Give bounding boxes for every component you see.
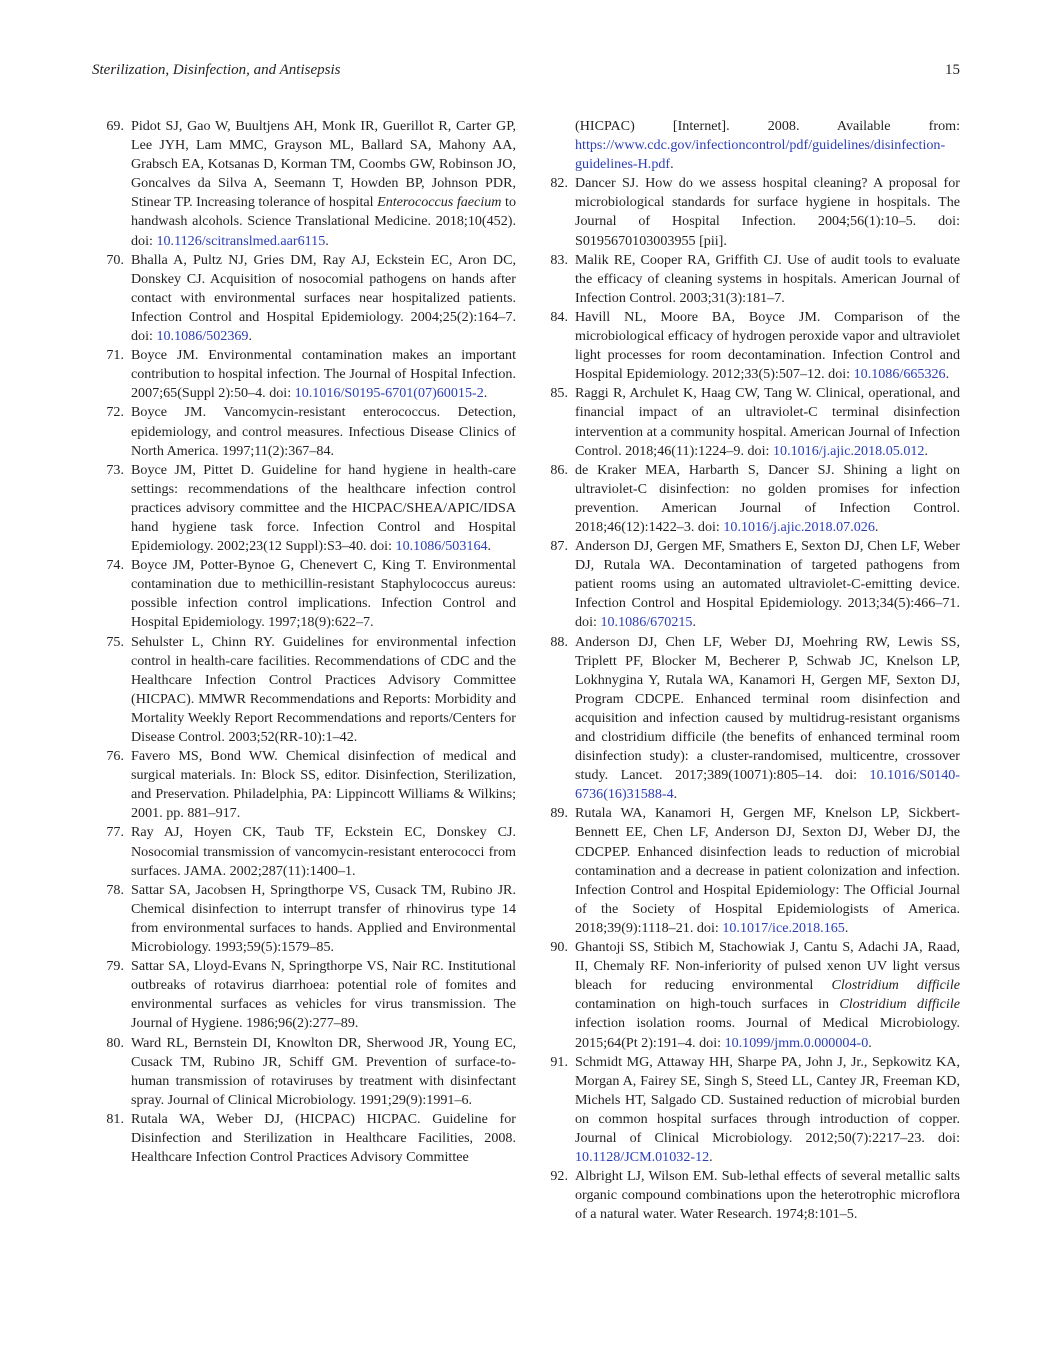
reference-text: . xyxy=(673,786,678,803)
reference-number: 82. xyxy=(550,175,568,192)
reference-text: Raggi R, Archulet K, Haag CW, Tang W. Clinical, operational, and financial impact of an ultraviolet-C terminal disinfection intervention at a community hospital. American Journal of Infection Control. 2018;46(11):1224–9. doi: xyxy=(575,385,960,459)
reference-text: . xyxy=(874,518,879,535)
doi-link[interactable]: https://www.cdc.gov/infectioncontrol/pdf/guidelines/disinfection-guidelines-H.pdf xyxy=(575,137,946,173)
reference-text: Boyce JM. Vancomycin-resistant enterococcus. Detection, epidemiology, and control measures. Infectious Disease Clinics of North America. 1997;11(2):367–84. xyxy=(131,404,516,459)
reference-body xyxy=(575,805,960,936)
reference-body xyxy=(131,557,516,630)
reference-body xyxy=(131,347,516,401)
reference-text: Malik RE, Cooper RA, Griffith CJ. Use of audit tools to evaluate the efficacy of cleaning systems in hospitals. American Journal of Infection Control. 2003;31(3):181–7. xyxy=(575,251,960,306)
reference-item xyxy=(96,251,516,346)
reference-item xyxy=(540,1167,960,1224)
reference-number: 81. xyxy=(106,1110,124,1127)
reference-number: 85. xyxy=(550,385,568,402)
reference-item xyxy=(96,556,516,632)
reference-item xyxy=(96,823,516,880)
reference-text: Rutala WA, Weber DJ, (HICPAC) HICPAC. Guideline for Disinfection and Sterilization in Healthcare Facilities, 2008. Healthcare Infection Control Practices Advisory Committee xyxy=(131,1110,516,1166)
reference-item xyxy=(96,346,516,403)
reference-body xyxy=(575,634,960,803)
reference-number: 76. xyxy=(106,748,124,765)
reference-body xyxy=(131,118,516,249)
reference-body xyxy=(131,462,516,554)
reference-text: Ghantoji SS, Stibich M, Stachowiak J, Cantu S, Adachi JA, Raad, II, Chemaly RF. Non-inferiority of pulsed xenon UV light versus bleach for reducing environmental xyxy=(575,939,960,994)
reference-81-continuation xyxy=(540,117,960,174)
reference-text: . xyxy=(924,442,928,459)
left-reference-column xyxy=(96,117,516,1167)
reference-text: infection isolation rooms. Journal of Medical Microbiology. 2015;64(Pt 2):191–4. doi: xyxy=(575,1015,960,1051)
reference-number: 75. xyxy=(106,633,124,650)
reference-text: Ray AJ, Hoyen CK, Taub TF, Eckstein EC, Donskey CJ. Nosocomial transmission of vancomycin-resistant enterococci from surfaces. JAMA. 2002;287(11):1400–1. xyxy=(131,824,516,879)
reference-body xyxy=(131,252,516,344)
reference-item xyxy=(540,537,960,632)
reference-body xyxy=(131,824,516,878)
reference-body xyxy=(131,634,516,745)
reference-text: Boyce JM, Potter-Bynoe G, Chenevert C, King T. Environmental contamination due to methicillin-resistant Staphylococcus aureus: possible infection control implications. Infection Control and Hospital Epidemiology. 1997;18(9):622–7. xyxy=(131,557,516,631)
doi-link[interactable]: 10.1086/665326 xyxy=(853,366,946,383)
reference-item xyxy=(540,174,960,250)
reference-body xyxy=(131,748,516,821)
reference-text: . xyxy=(844,919,849,936)
reference-text: . xyxy=(709,1149,713,1166)
reference-item xyxy=(96,957,516,1033)
reference-number: 89. xyxy=(550,805,568,822)
doi-link[interactable]: 10.1086/670215 xyxy=(600,614,693,631)
reference-text: Boyce JM, Pittet D. Guideline for hand hygiene in health-care settings: recommendations of the healthcare infection control practices advisory committee and the HICPAC/SHEA/APIC/IDSA hand hygiene task force. Infection Control and Hospital Epidemiology. 2002;23(12 Suppl):S3–40. doi: xyxy=(131,461,516,555)
reference-text: to handwash alcohols. Science Translational Medicine. 2018;10(452). doi: xyxy=(131,194,516,249)
reference-item xyxy=(96,403,516,460)
reference-text: Schmidt MG, Attaway HH, Sharpe PA, John J, Jr., Sepkowitz KA, Morgan A, Fairey SE, Singh S, Steed LL, Cantey JR, Freeman KD, Michels HT, Salgado CD. Sustained reduction of microbial burden on common hospital surfaces through introduction of copper. Journal of Clinical Microbiology. 2012;50(7):2217–23. doi: xyxy=(575,1053,960,1146)
reference-number: 69. xyxy=(106,118,124,134)
reference-text: . xyxy=(945,366,950,383)
reference-number: 74. xyxy=(106,557,124,574)
reference-body xyxy=(575,538,960,630)
reference-text: Albright LJ, Wilson EM. Sub-lethal effects of several metallic salts organic compound combinations upon the heterotrophic microflora of a natural water. Water Research. 1974;8:101–5. xyxy=(575,1168,960,1223)
italic-text: Clostridium difficile xyxy=(831,977,960,994)
reference-body xyxy=(575,252,960,306)
reference-text: Favero MS, Bond WW. Chemical disinfection of medical and surgical materials. In: Block SS, editor. Disinfection, Sterilization, and Preservation. Philadelphia, PA: Lippincott Williams & Wilkins; 2001. pp. 881–917. xyxy=(131,748,516,822)
reference-number: 72. xyxy=(106,404,124,421)
reference-number: 78. xyxy=(106,881,124,898)
doi-link[interactable]: 10.1086/503164 xyxy=(395,538,488,555)
italic-text: Enterococcus faecium xyxy=(377,194,502,211)
reference-text: (HICPAC) [Internet]. 2008. Available from: xyxy=(575,118,960,134)
reference-text: . xyxy=(670,156,674,173)
reference-body xyxy=(575,309,960,382)
reference-body xyxy=(575,462,960,535)
reference-item xyxy=(540,1053,960,1168)
reference-text: . xyxy=(868,1034,872,1051)
right-reference-column xyxy=(540,117,960,1224)
reference-body xyxy=(575,175,960,248)
reference-text: Rutala WA, Kanamori H, Gergen MF, Knelson LP, Sickbert-Bennett EE, Chen LF, Anderson DJ, Sexton DJ, Weber DJ, the CDCPEP. Enhanced disinfection leads to reduction of microbial contamination and a decrease in patient colonization and infection. Infection Control and Hospital Epidemiology: The Official Journal of the Society of Hospital Epidemiologists of America. 2018;39(9):1118–21. doi: xyxy=(575,805,960,936)
reference-body xyxy=(131,1035,516,1108)
reference-number: 79. xyxy=(106,958,124,975)
doi-link[interactable]: 10.1099/jmm.0.000004-0 xyxy=(724,1034,869,1051)
page-number: 15 xyxy=(945,62,960,78)
reference-text: contamination on high-touch surfaces in xyxy=(575,996,840,1013)
running-header xyxy=(92,62,960,84)
reference-text: Havill NL, Moore BA, Boyce JM. Comparison of the microbiological efficacy of hydrogen peroxide vapor and ultraviolet light processes for room decontamination. Infection Control and Hospital Epidemiology. 2012;33(5):507–12. doi: xyxy=(575,308,960,383)
reference-item xyxy=(96,881,516,957)
doi-link[interactable]: 10.1016/S0140-6736(16)31588-4 xyxy=(575,767,960,803)
reference-number: 71. xyxy=(106,347,124,364)
reference-body xyxy=(575,385,960,458)
reference-text: Anderson DJ, Gergen MF, Smathers E, Sexton DJ, Chen LF, Weber DJ, Rutala WA. Decontamination of targeted pathogens from patient rooms using an automated ultraviolet-C-emitting device. Infection Control and Hospital Epidemiology. 2013;34(5):466–71. doi: xyxy=(575,538,960,631)
reference-item xyxy=(540,461,960,537)
reference-number: 87. xyxy=(550,538,568,555)
reference-text: . xyxy=(248,328,252,345)
reference-text: . xyxy=(325,232,329,249)
reference-item xyxy=(96,1034,516,1110)
reference-item xyxy=(96,117,516,251)
reference-number: 90. xyxy=(550,939,568,956)
reference-item xyxy=(540,251,960,308)
reference-number: 84. xyxy=(550,308,568,325)
reference-number: 86. xyxy=(550,461,568,478)
reference-body xyxy=(131,404,516,458)
reference-item xyxy=(540,633,960,805)
italic-text: Clostridium difficile xyxy=(839,996,960,1013)
reference-text: Ward RL, Bernstein DI, Knowlton DR, Sherwood JR, Young EC, Cusack TM, Rubino JR, Schiff GM. Prevention of surface-to-human transmission of rotaviruses by treatment with disinfectant spray. Journal of Clinical Microbiology. 1991;29(9):1991–6. xyxy=(131,1034,516,1108)
reference-number: 77. xyxy=(106,824,124,841)
reference-text: Pidot SJ, Gao W, Buultjens AH, Monk IR, Guerillot R, Carter GP, Lee JYH, Lam MMC, Grayson ML, Ballard SA, Mahony AA, Grabsch EA, Kotsanas D, Korman TM, Coombs GW, Robinson JO, Goncalves da Silva A, Seemann T, Howden BP, Johnson PDR, Stinear TP. Increasing tolerance of hospital xyxy=(131,118,516,211)
doi-link[interactable]: 10.1016/j.ajic.2018.05.012 xyxy=(772,442,925,459)
reference-number: 80. xyxy=(106,1034,124,1051)
reference-item xyxy=(540,938,960,1053)
reference-text: . xyxy=(487,538,492,555)
reference-item xyxy=(96,461,516,556)
doi-link[interactable]: 10.1016/S0195-6701(07)60015-2 xyxy=(294,385,484,402)
reference-text: Bhalla A, Pultz NJ, Gries DM, Ray AJ, Eckstein EC, Aron DC, Donskey CJ. Acquisition of nosocomial pathogens on hands after contact with environmental surfaces near hospitalized patients. Infection Control and Hospital Epidemiology. 2004;25(2):164–7. doi: xyxy=(131,251,516,345)
reference-text: Sattar SA, Lloyd-Evans N, Springthorpe VS, Nair RC. Institutional outbreaks of rotavirus diarrhoea: potential role of fomites and environmental surfaces as vehicles for virus transmission. The Journal of Hygiene. 1986;96(2):277–89. xyxy=(131,958,516,1032)
reference-body xyxy=(575,939,960,1050)
reference-number: 73. xyxy=(106,461,124,478)
reference-item xyxy=(540,308,960,384)
running-title: Sterilization, Disinfection, and Antisepsis xyxy=(92,62,341,78)
reference-text: Sattar SA, Jacobsen H, Springthorpe VS, Cusack TM, Rubino JR. Chemical disinfection to interrupt transfer of rhinovirus type 14 from environmental surfaces to hands. Applied and Environmental Microbiology. 1993;59(5):1579–85. xyxy=(131,881,516,956)
doi-link[interactable]: 10.1016/j.ajic.2018.07.026 xyxy=(723,518,875,535)
reference-body xyxy=(131,1111,516,1165)
reference-number: 92. xyxy=(550,1168,568,1185)
reference-number: 91. xyxy=(550,1053,568,1070)
reference-text: Boyce JM. Environmental contamination makes an important contribution to hospital infection. The Journal of Hospital Infection. 2007;65(Suppl 2):50–4. doi: xyxy=(131,347,516,402)
reference-number: 70. xyxy=(106,251,124,268)
reference-item xyxy=(540,384,960,460)
reference-number: 83. xyxy=(550,251,568,268)
reference-number: 88. xyxy=(550,633,568,650)
reference-item xyxy=(96,747,516,823)
reference-text: de Kraker MEA, Harbarth S, Dancer SJ. Shining a light on ultraviolet-C disinfection: no golden promises for infection prevention. American Journal of Infection Control. 2018;46(12):1422–3. doi: xyxy=(575,461,960,535)
doi-link[interactable]: 10.1017/ice.2018.165 xyxy=(722,919,845,936)
reference-item xyxy=(96,1110,516,1167)
reference-text: Anderson DJ, Chen LF, Weber DJ, Moehring RW, Lewis SS, Triplett PF, Blocker M, Becherer P, Schwab JC, Knelson LP, Lokhnygina Y, Rutala WA, Kanamori H, Gergen MF, Sexton DJ, Program CDCPE. Enhanced terminal room disinfection and acquisition and infection caused by multidrug-resistant organisms and clostridium difficile (the benefits of enhanced terminal room disinfection study): a cluster-randomised, multicentre, crossover study. Lancet. 2017;389(10071):805–14. doi: xyxy=(575,633,960,784)
reference-body xyxy=(575,1054,960,1165)
reference-text: Sehulster L, Chinn RY. Guidelines for environmental infection control in health-care facilities. Recommendations of CDC and the Healthcare Infection Control Practices Advisory Committee (HICPAC). MMWR Recommendations and Reports: Morbidity and Mortality Weekly Report Recommendations and reports/Centers for Disease Control. 2003;52(RR-10):1–42. xyxy=(131,633,516,745)
doi-link[interactable]: 10.1128/JCM.01032-12 xyxy=(575,1149,710,1166)
reference-text: Dancer SJ. How do we assess hospital cleaning? A proposal for microbiological standards for surface hygiene in hospitals. The Journal of Hospital Infection. 2004;56(1):10–5. doi: S0195670103003955 [pii]. xyxy=(575,175,960,249)
reference-body xyxy=(131,958,516,1031)
reference-item xyxy=(96,633,516,748)
reference-body xyxy=(575,1168,960,1222)
reference-text: . xyxy=(692,614,696,631)
doi-link[interactable]: 10.1126/scitranslmed.aar6115 xyxy=(156,232,326,249)
doi-link[interactable]: 10.1086/502369 xyxy=(156,328,249,345)
reference-item xyxy=(540,804,960,938)
reference-text: . xyxy=(483,385,488,402)
reference-body xyxy=(131,882,516,955)
